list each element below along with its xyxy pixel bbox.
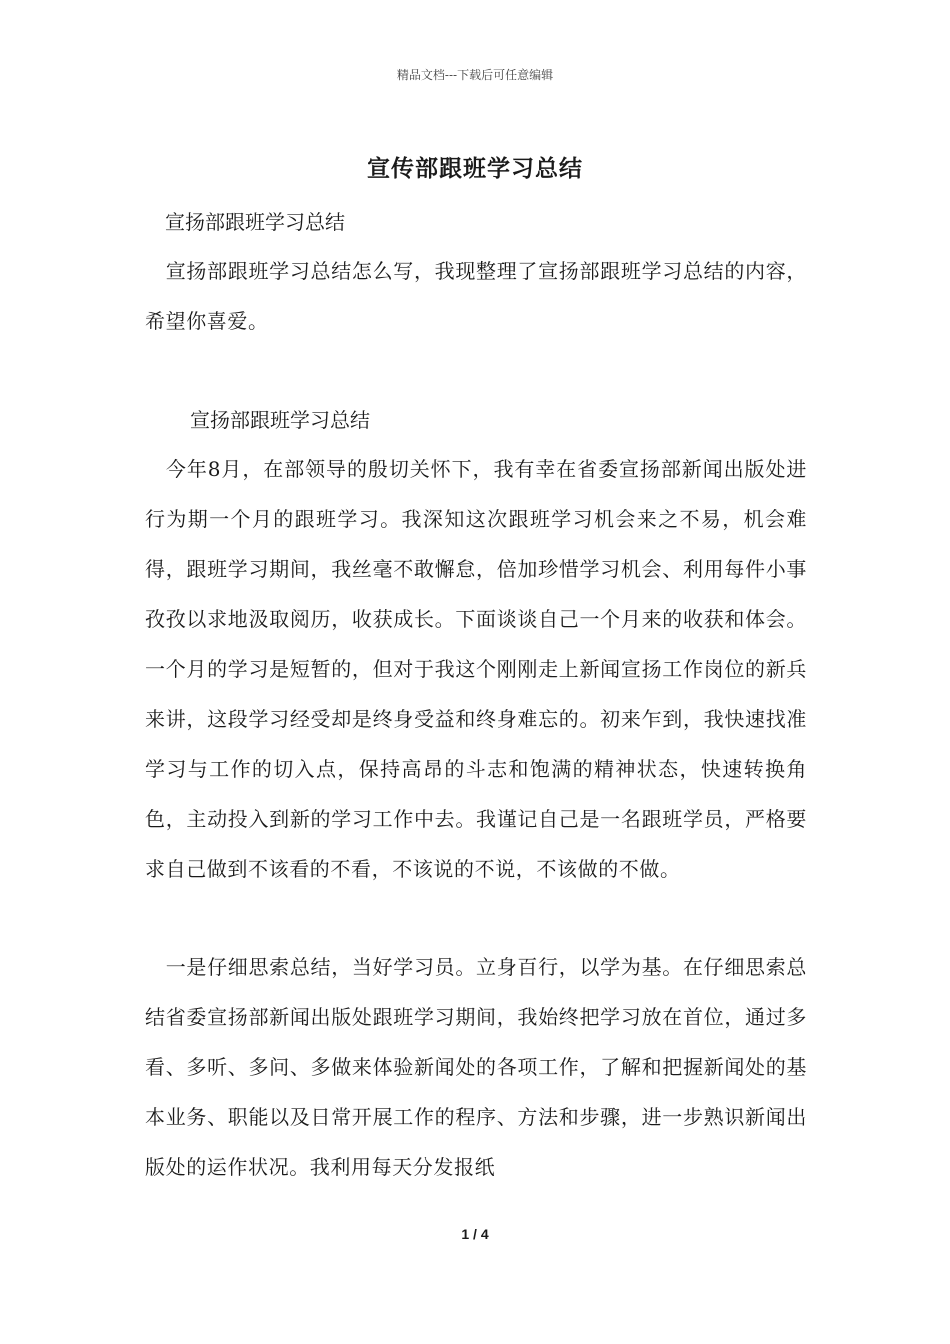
intro-paragraph: 宣扬部跟班学习总结怎么写，我现整理了宣扬部跟班学习总结的内容，希望你喜爱。 — [145, 259, 807, 333]
body-paragraph-2: 一是仔细思索总结，当好学习员。立身百行，以学为基。在仔细思索总结省委宣扬部新闻出版处跟班学习期间，我始终把学习放在首位，通过多看、多听、多问、多做来体验新闻处的各项工作，了解和把握新闻处的基本业务、职能以及日常开展工作的程序、方法和步骤，进一步熟识新闻出版处的运作状况。我利用每天分发报纸 — [145, 955, 807, 1179]
page-number: 1 / 4 — [461, 1226, 489, 1242]
section-heading: 宣扬部跟班学习总结 — [190, 408, 370, 432]
document-subtitle: 宣扬部跟班学习总结 — [165, 210, 345, 234]
page-header: 精品文档---下载后可任意编辑 — [396, 68, 554, 82]
document-title: 宣传部跟班学习总结 — [367, 155, 583, 182]
body-paragraph-1: 今年8月，在部领导的殷切关怀下，我有幸在省委宣扬部新闻出版处进行为期一个月的跟班学习。我深知这次跟班学习机会来之不易，机会难得，跟班学习期间，我丝毫不敢懈怠，倍加珍惜学习机会、利用每件小事孜孜以求地汲取阅历，收获成长。下面谈谈自己一个月来的收获和体会。一个月的学习是短暂的，但对于我这个刚刚走上新闻宣扬工作岗位的新兵来讲，这段学习经受却是终身受益和终身难忘的。初来乍到，我快速找准学习与工作的切入点，保持高昂的斗志和饱满的精神状态，快速转换角色，主动投入到新的学习工作中去。我谨记自己是一名跟班学员，严格要求自己做到不该看的不看，不该说的不说，不该做的不做。 — [145, 457, 807, 881]
